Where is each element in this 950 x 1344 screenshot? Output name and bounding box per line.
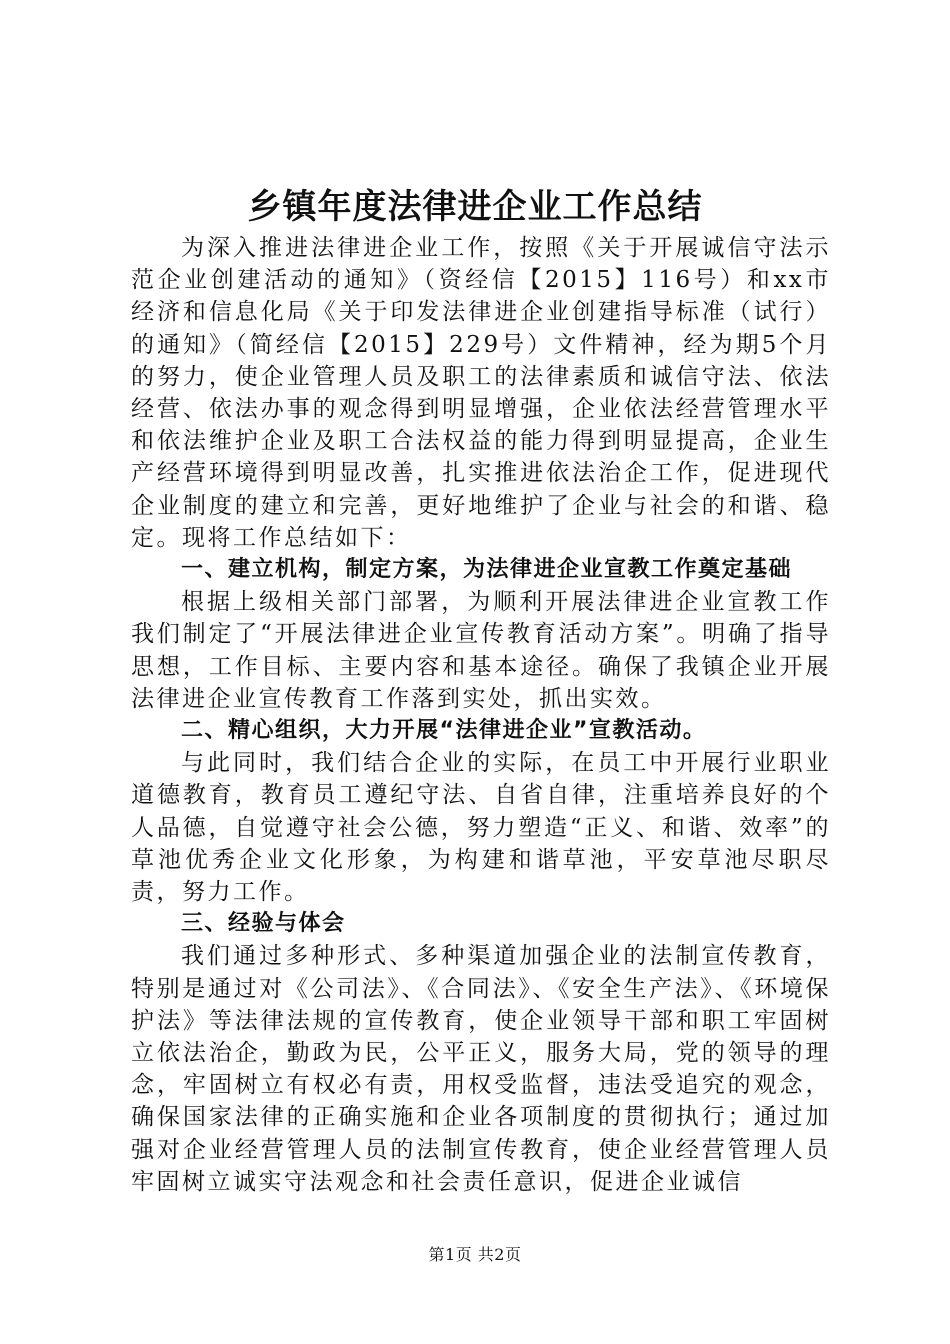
document-body — [131, 232, 831, 1198]
section-paragraph-2: 与此同时，我们结合企业的实际，在员工中开展行业职业道德教育，教育员工遵纪守法、自省自律，注重培养良好的个人品德，自觉遵守社会公德，努力塑造“正义、和谐、效率”的草池优秀企业文化形象，为构建和谐草池，平安草池尽职尽责，努力工作。 — [131, 750, 831, 906]
section-heading-1: 一、建立机构，制定方案，为法律进企业宣教工作奠定基础 — [181, 557, 793, 583]
intro-paragraph: 为深入推进法律进企业工作，按照《关于开展诚信守法示范企业创建活动的通知》（资经信【2015】116号）和xx市经济和信息化局《关于印发法律进企业创建指导标准（试行）的通知》（简经信【2015】229号）文件精神，经为期5个月的努力，使企业管理人员及职工的法律素质和诚信守法、依法经营、依法办事的观念得到明显增强，企业依法经营管理水平和依法维护企业及职工合法权益的能力得到明显提高，企业生产经营环境得到明显改善，扎实推进依法治企工作，促进现代企业制度的建立和完善，更好地维护了企业与社会的和谐、稳定。现将工作总结如下： — [131, 235, 831, 551]
section-paragraph-1: 根据上级相关部门部署，为顺利开展法律进企业宣教工作我们制定了“开展法律进企业宣传教育活动方案”。明确了指导思想，工作目标、主要内容和基本途径。确保了我镇企业开展法律进企业宣传教育工作落到实处，抓出实效。 — [131, 589, 831, 712]
page-footer: 第1页 共2页 — [428, 1245, 522, 1264]
document-title: 乡镇年度法律进企业工作总结 — [247, 187, 703, 227]
section-paragraph-3: 我们通过多种形式、多种渠道加强企业的法制宣传教育，特别是通过对《公司法》、《合同法》、《安全生产法》、《环境保护法》等法律法规的宣传教育，使企业领导干部和职工牢固树立依法治企，勤政为民，公平正义，服务大局，党的领导的理念，牢固树立有权必有责，用权受监督，违法受追究的观念，确保国家法律的正确实施和企业各项制度的贯彻执行；通过加强对企业经营管理人员的法制宣传教育，使企业经营管理人员牢固树立诚实守法观念和社会责任意识，促进企业诚信 — [131, 943, 831, 1195]
section-heading-3: 三、经验与体会 — [181, 911, 346, 937]
section-heading-2: 二、精心组织，大力开展“法律进企业”宣教活动。 — [181, 718, 707, 744]
